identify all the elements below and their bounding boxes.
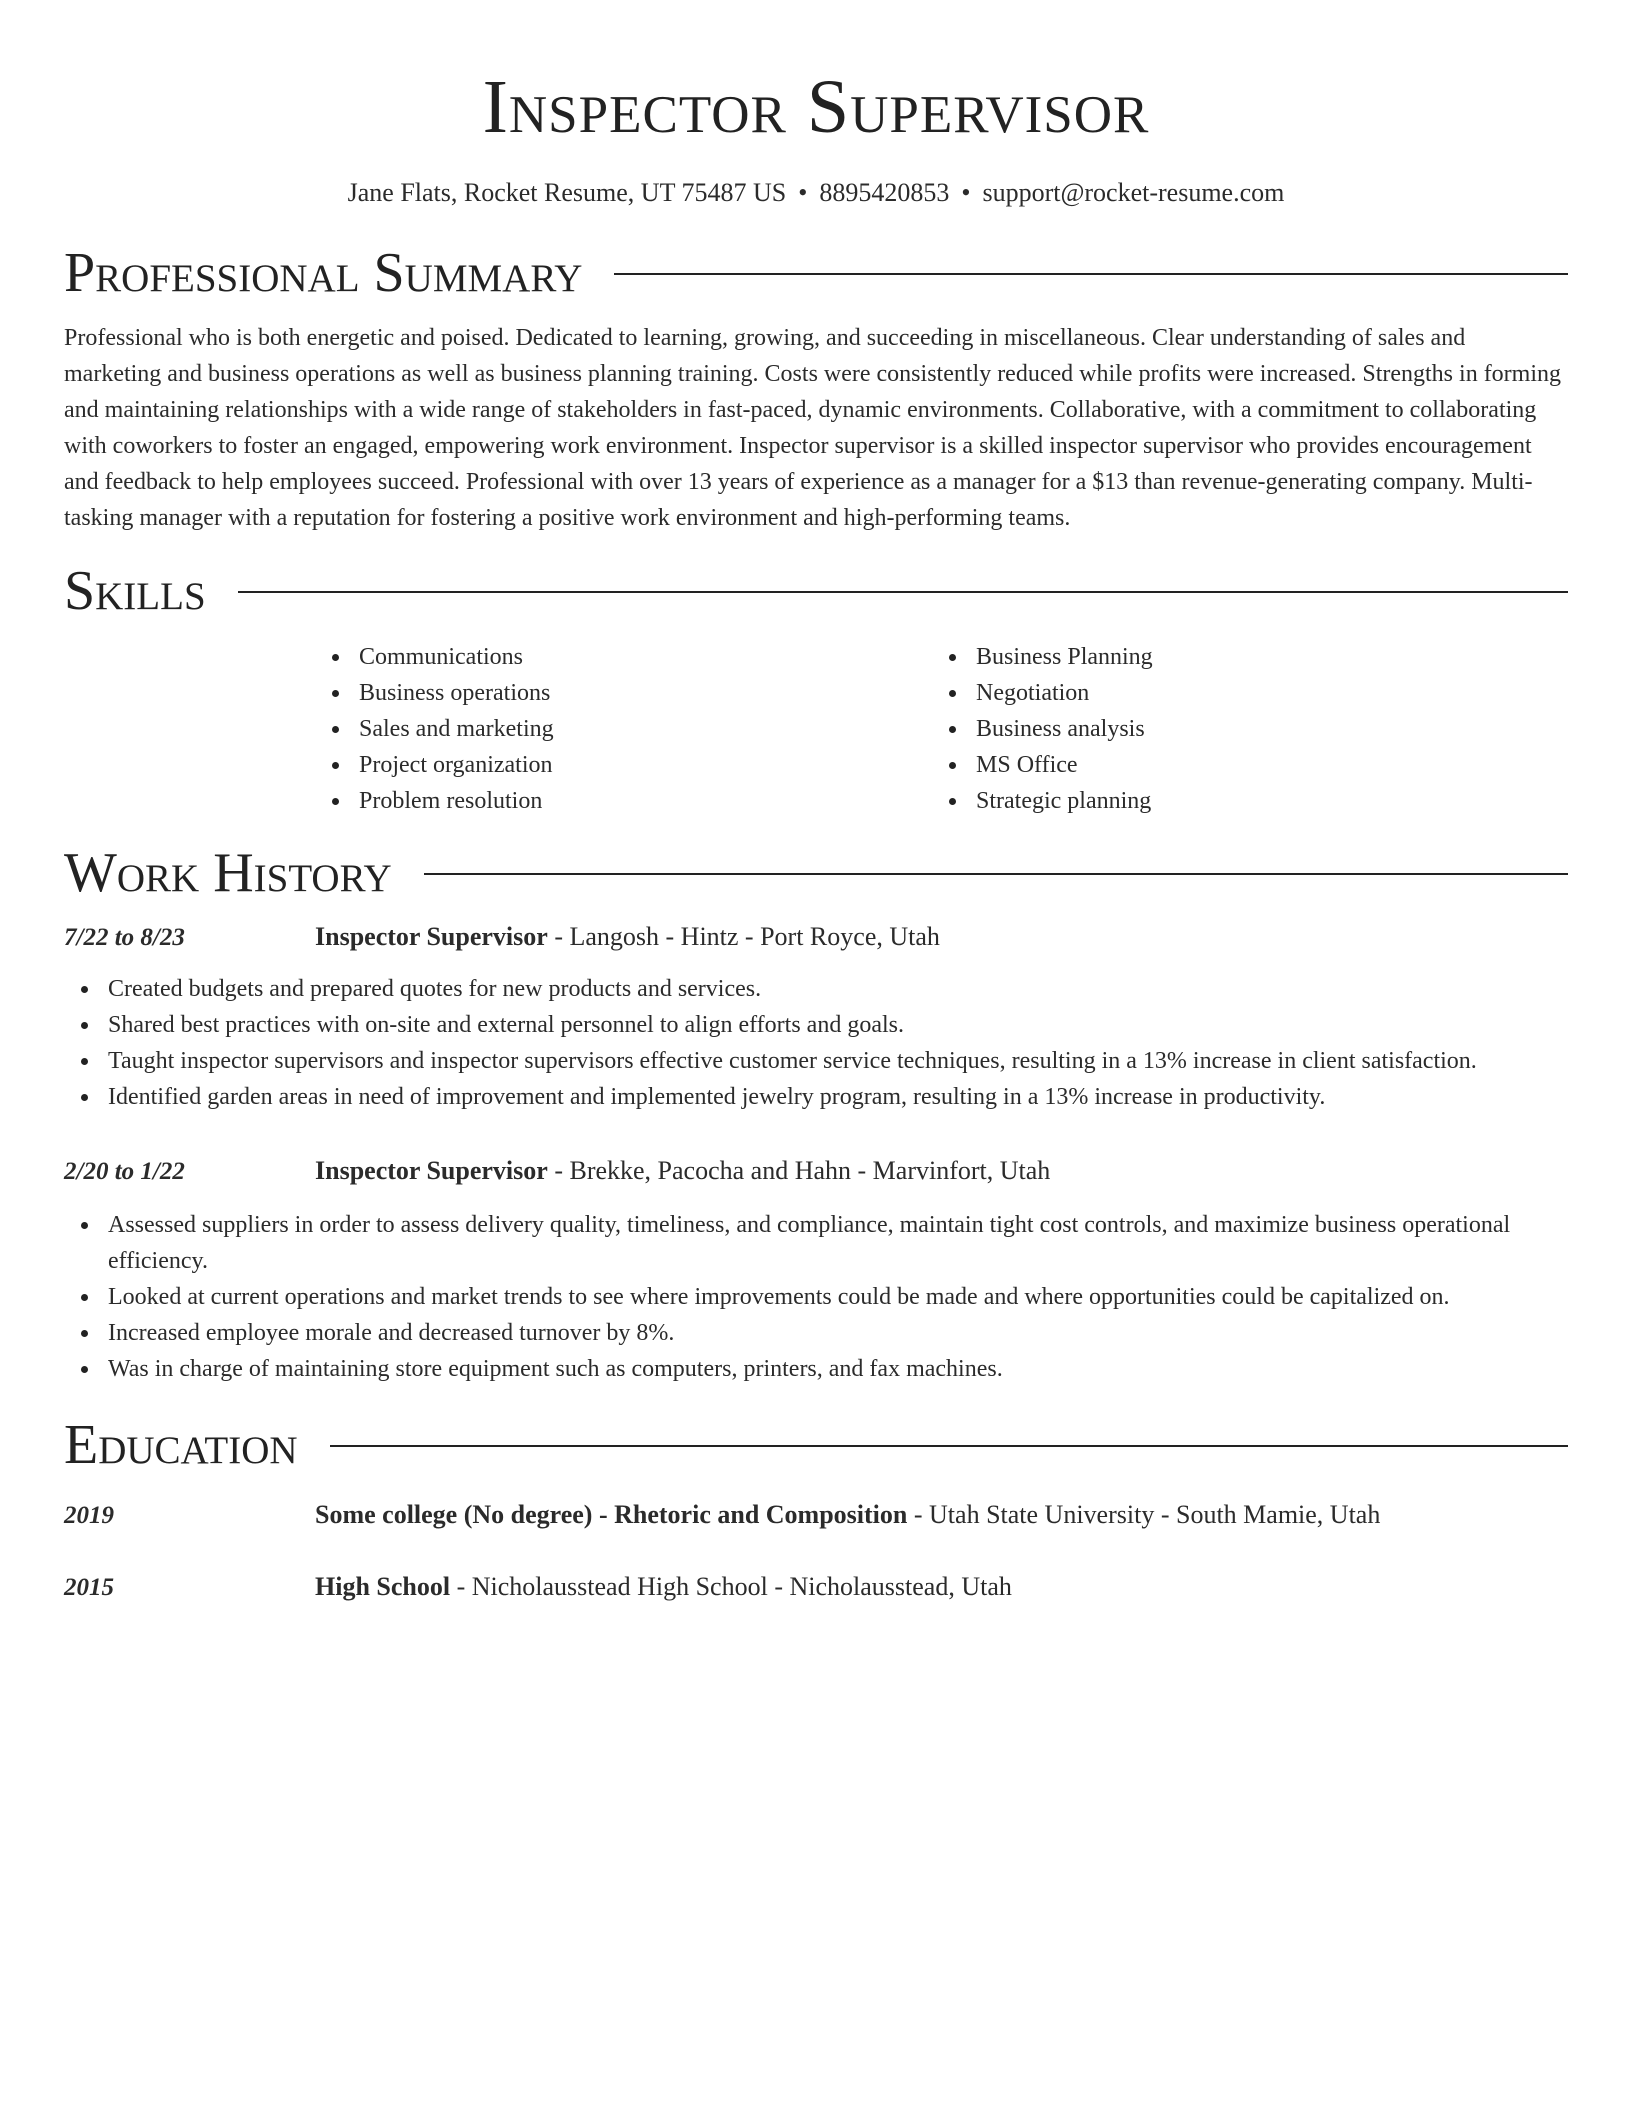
skills-grid xyxy=(315,639,1568,819)
skills-list-right xyxy=(932,639,1549,819)
education-line xyxy=(315,1497,1380,1533)
education-degree: Some college (No degree) - Rhetoric and Composition xyxy=(315,1500,908,1529)
job-bullet: Taught inspector supervisors and inspector supervisors effective customer service techniques, resulting in a 13% increase in client satisfaction. xyxy=(108,1043,1568,1079)
skill-item: MS Office xyxy=(976,747,1549,783)
skill-item: Business analysis xyxy=(976,711,1549,747)
job-title-line xyxy=(315,919,940,955)
skills-list-left xyxy=(315,639,932,819)
skills-title: Skills xyxy=(64,560,206,622)
job-role: Inspector Supervisor xyxy=(315,922,548,951)
work-section-header xyxy=(64,841,1568,905)
skill-item: Business Planning xyxy=(976,639,1549,675)
job-bullet: Increased employee morale and decreased turnover by 8%. xyxy=(108,1315,1568,1351)
job-header xyxy=(64,1153,1568,1190)
work-title: Work History xyxy=(64,842,392,904)
job-role: Inspector Supervisor xyxy=(315,1156,548,1185)
job-entry xyxy=(64,919,1568,1115)
job-title-line xyxy=(315,1153,1050,1189)
summary-section-header xyxy=(64,241,1568,305)
education-year: 2019 xyxy=(64,1502,114,1529)
skill-item: Business operations xyxy=(359,675,932,711)
summary-title: Professional Summary xyxy=(64,242,583,304)
skill-item: Problem resolution xyxy=(359,783,932,819)
resume-page xyxy=(64,0,1568,1606)
education-entry xyxy=(64,1569,1568,1606)
job-bullet: Assessed suppliers in order to assess delivery quality, timeliness, and compliance, maintain tight cost controls, and maximize business operational efficiency. xyxy=(108,1207,1568,1279)
section-divider xyxy=(238,591,1568,593)
job-header xyxy=(64,919,1568,956)
education-entry xyxy=(64,1497,1568,1534)
section-divider xyxy=(424,873,1568,875)
education-section-header xyxy=(64,1413,1568,1477)
skill-item: Communications xyxy=(359,639,932,675)
contact-address: Jane Flats, Rocket Resume, UT 75487 US xyxy=(347,178,787,207)
skills-section-header xyxy=(64,559,1568,623)
skill-item: Negotiation xyxy=(976,675,1549,711)
skill-item: Project organization xyxy=(359,747,932,783)
contact-email: support@rocket-resume.com xyxy=(982,178,1285,207)
job-bullet: Looked at current operations and market trends to see where improvements could be made and where opportunities could be capitalized on. xyxy=(108,1279,1568,1315)
skill-item: Strategic planning xyxy=(976,783,1549,819)
contact-separator: • xyxy=(961,178,971,207)
education-degree: High School xyxy=(315,1572,451,1601)
job-bullet: Identified garden areas in need of improvement and implemented jewelry program, resulting in a 13% increase in productivity. xyxy=(108,1079,1568,1115)
education-school: - Utah State University - South Mamie, Utah xyxy=(907,1500,1381,1529)
education-year: 2015 xyxy=(64,1574,114,1601)
contact-phone: 8895420853 xyxy=(819,178,950,207)
education-school: - Nicholausstead High School - Nicholausstead, Utah xyxy=(450,1572,1012,1601)
job-bullets xyxy=(64,971,1568,1115)
job-dates: 7/22 to 8/23 xyxy=(64,924,185,951)
job-employer: - Brekke, Pacocha and Hahn - Marvinfort, Utah xyxy=(547,1156,1051,1185)
resume-name: Inspector Supervisor xyxy=(482,65,1150,149)
contact-separator: • xyxy=(798,178,808,207)
job-bullets xyxy=(64,1207,1568,1387)
education-title: Education xyxy=(64,1414,298,1476)
job-entry xyxy=(64,1153,1568,1387)
skill-item: Sales and marketing xyxy=(359,711,932,747)
job-bullet: Created budgets and prepared quotes for new products and services. xyxy=(108,971,1568,1007)
education-line xyxy=(315,1569,1012,1605)
job-dates: 2/20 to 1/22 xyxy=(64,1158,185,1185)
section-divider xyxy=(330,1445,1568,1447)
job-employer: - Langosh - Hintz - Port Royce, Utah xyxy=(547,922,940,951)
job-bullet: Shared best practices with on-site and external personnel to align efforts and goals. xyxy=(108,1007,1568,1043)
summary-text: Professional who is both energetic and poised. Dedicated to learning, growing, and succeeding in miscellaneous. Clear understanding of sales and marketing and business operations as well as business planning training. Costs were consistently reduced while profits were increased. Strengths in forming and maintaining relationships with a wide range of stakeholders in fast-paced, dynamic environments. Collaborative, with a commitment to collaborating with coworkers to foster an engaged, empowering work environment. Inspector supervisor is a skilled inspector supervisor who provides encouragement and feedback to help employees succeed. Professional with over 13 years of experience as a manager for a $13 than revenue-generating company. Multi-tasking manager with a reputation for fostering a positive work environment and high-performing teams. xyxy=(64,325,1562,531)
job-bullet: Was in charge of maintaining store equipment such as computers, printers, and fax machines. xyxy=(108,1351,1568,1387)
contact-line xyxy=(64,176,1568,210)
section-divider xyxy=(614,273,1568,275)
